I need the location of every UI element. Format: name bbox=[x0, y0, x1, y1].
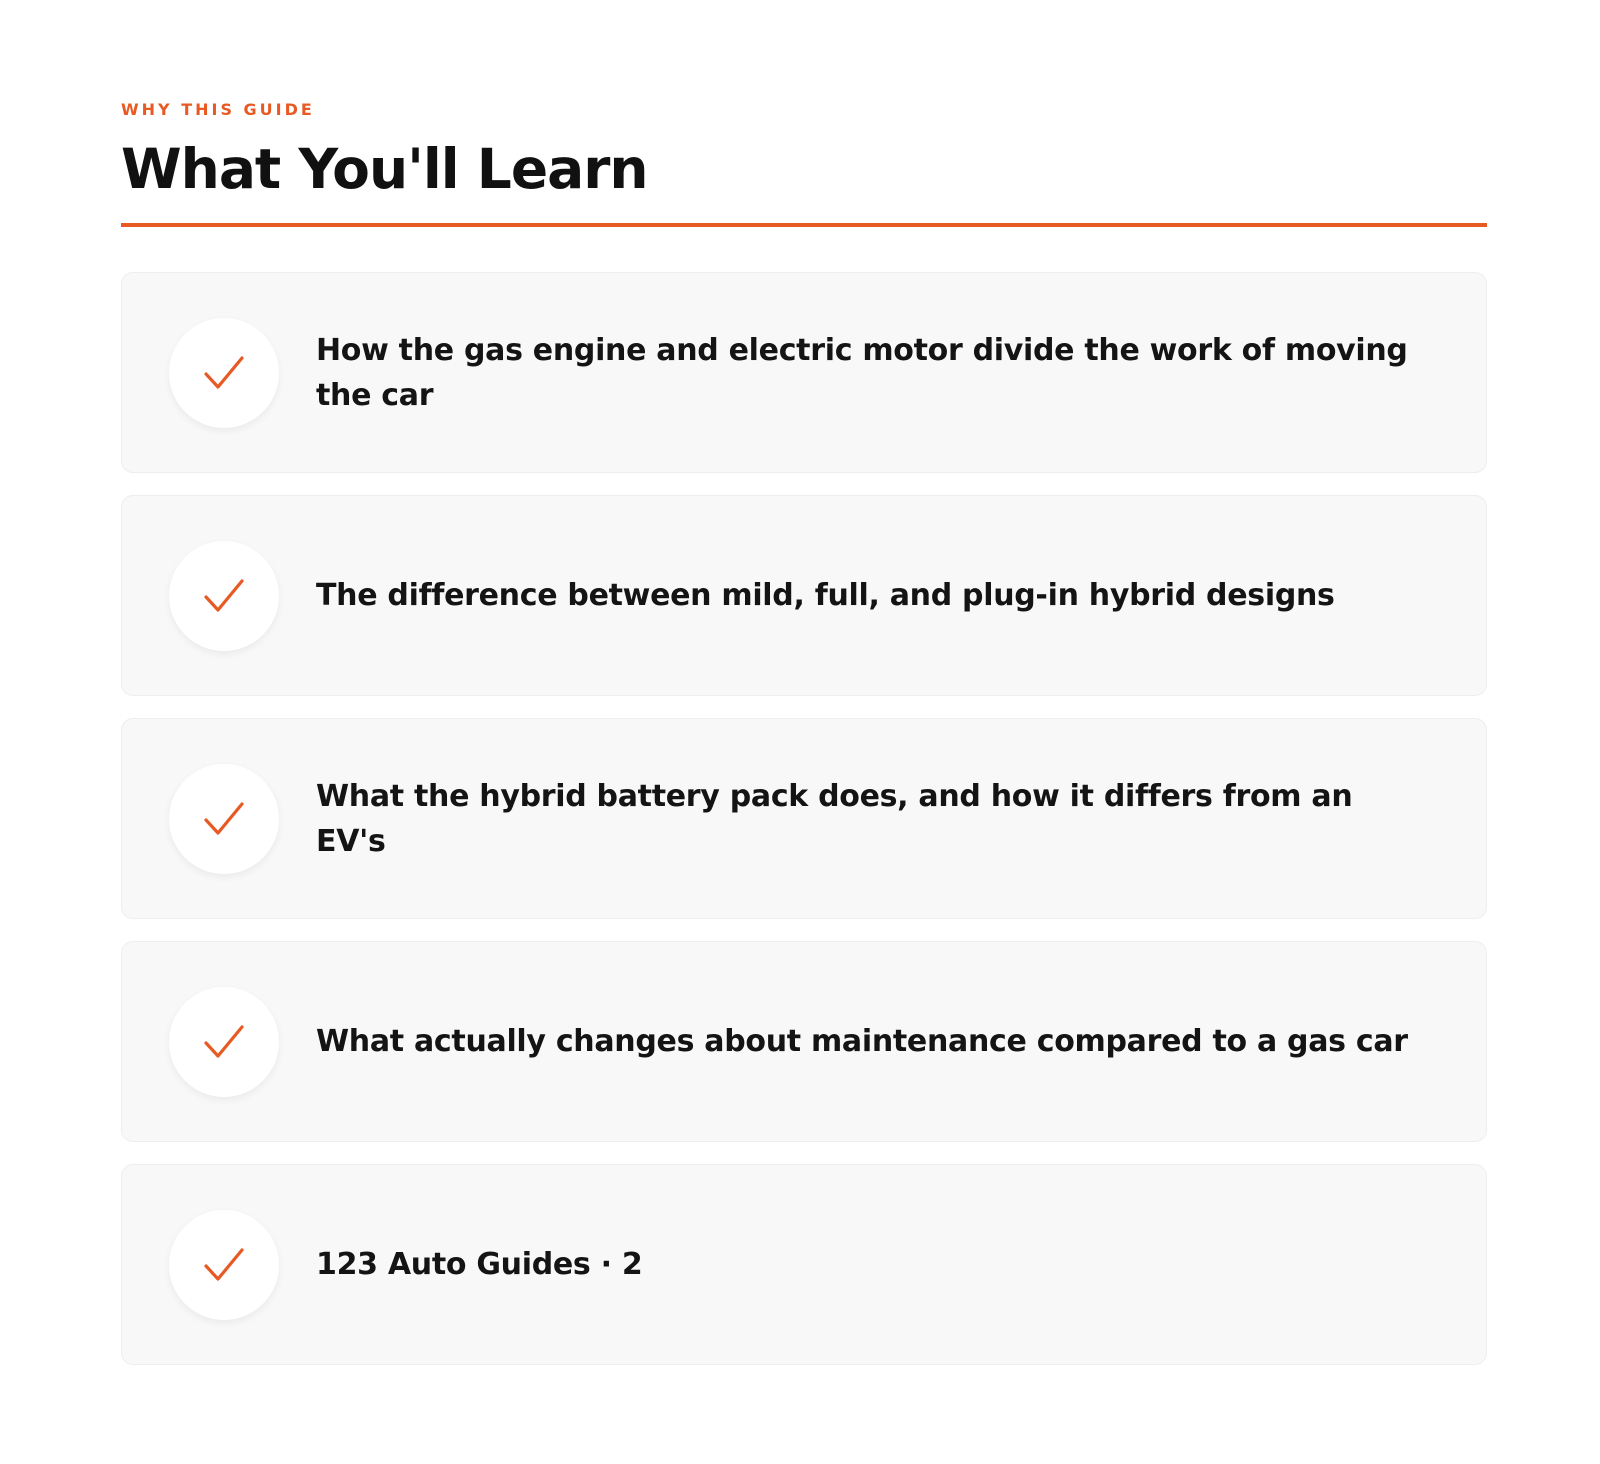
list-item-label: 123 Auto Guides · 2 bbox=[316, 1247, 643, 1282]
learning-section bbox=[121, 98, 1487, 1365]
list-item bbox=[121, 941, 1487, 1142]
list-item bbox=[121, 495, 1487, 696]
list-item-label: What the hybrid battery pack does, and how it differs from an EV's bbox=[316, 778, 1353, 859]
learning-list bbox=[121, 272, 1487, 1365]
check-icon bbox=[169, 318, 279, 428]
list-item-label: The difference between mild, full, and plug-in hybrid designs bbox=[316, 578, 1335, 613]
check-icon bbox=[169, 541, 279, 651]
section-eyebrow: WHY THIS GUIDE bbox=[121, 100, 315, 119]
list-item bbox=[121, 718, 1487, 919]
check-icon bbox=[169, 764, 279, 874]
list-item bbox=[121, 1164, 1487, 1365]
page-title: What You'll Learn bbox=[121, 137, 648, 201]
list-item-label: How the gas engine and electric motor divide the work of moving the car bbox=[316, 332, 1408, 413]
title-underline bbox=[121, 223, 1487, 227]
list-item bbox=[121, 272, 1487, 473]
check-icon bbox=[169, 1210, 279, 1320]
list-item-label: What actually changes about maintenance compared to a gas car bbox=[316, 1024, 1408, 1059]
check-icon bbox=[169, 987, 279, 1097]
